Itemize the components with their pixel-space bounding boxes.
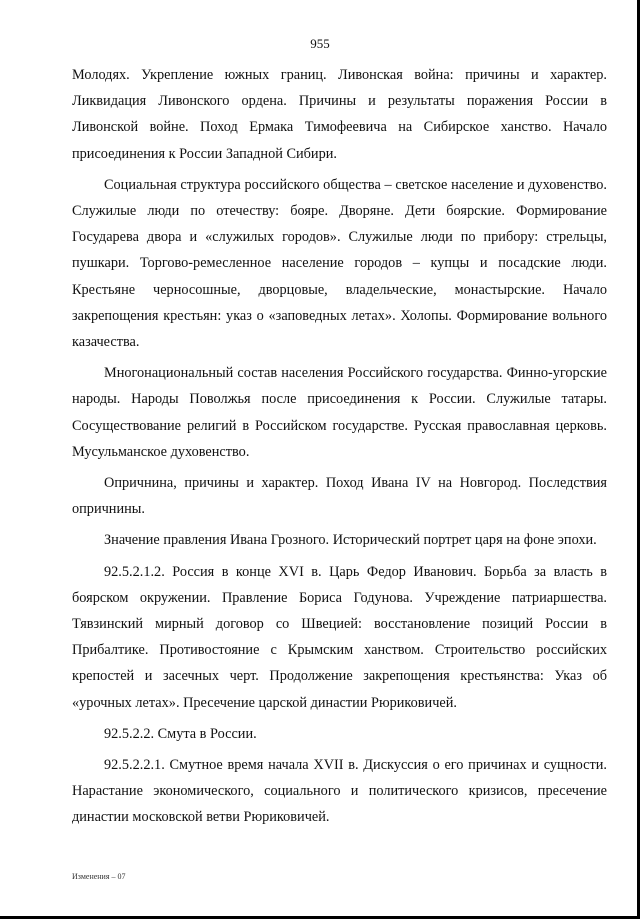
paragraph-6: 92.5.2.1.2. Россия в конце XVI в. Царь Федор Иванович. Борьба за власть в боярском окружении. Правление Бориса Годунова. Учреждение патриаршества. Тявзинский мирный договор со Швецией: восстановление позиций России в Прибалтике. Противостояние с Крымским ханством. Строительство российских крепостей и засечных черт. Продолжение закрепощения крестьянства: Указ об «урочных летах». Пресечение царской династии Рюриковичей.	[72, 563, 607, 711]
paragraph-4: Опричнина, причины и характер. Поход Ивана IV на Новгород. Последствия опричнины.	[72, 475, 607, 518]
paragraph-2: Социальная структура российского общества – светское население и духовенство. Служилые люди по отечеству: бояре. Дворяне. Дети боярские. Формирование Государева двора и «служилых городов». Служилые люди по прибору: стрельцы, пушкари. Торгово-ремесленное население городов – купцы и посадские люди. Крестьяне черносошные, дворцовые, владельческие, монастырские. Начало закрепощения крестьян: указ о «заповедных летах». Холопы. Формирование вольного казачества.	[72, 176, 607, 351]
document-body	[72, 62, 607, 836]
paragraph-7: 92.5.2.2. Смута в России.	[104, 725, 257, 742]
paragraph-1: Молодях. Укрепление южных границ. Ливонская война: причины и характер. Ликвидация Ливонского ордена. Причины и результаты поражения России в Ливонской войне. Поход Ермака Тимофеевича на Сибирское ханство. Начало присоединения к России Западной Сибири.	[72, 67, 607, 162]
page-number: 955	[310, 36, 330, 51]
paragraph-8: 92.5.2.2.1. Смутное время начала XVII в. Дискуссия о его причинах и сущности. Нарастание экономического, социального и политического кризисов, пресечение династии московской ветви Рюриковичей.	[72, 757, 607, 826]
paragraph-3: Многонациональный состав населения Российского государства. Финно-угорские народы. Народы Поволжья после присоединения к России. Служилые татары. Сосуществование религий в Российском государстве. Русская православная церковь. Мусульманское духовенство.	[72, 365, 607, 460]
footer-revision-note: Изменения – 07	[72, 872, 126, 881]
paragraph-5: Значение правления Ивана Грозного. Исторический портрет царя на фоне эпохи.	[104, 532, 597, 549]
